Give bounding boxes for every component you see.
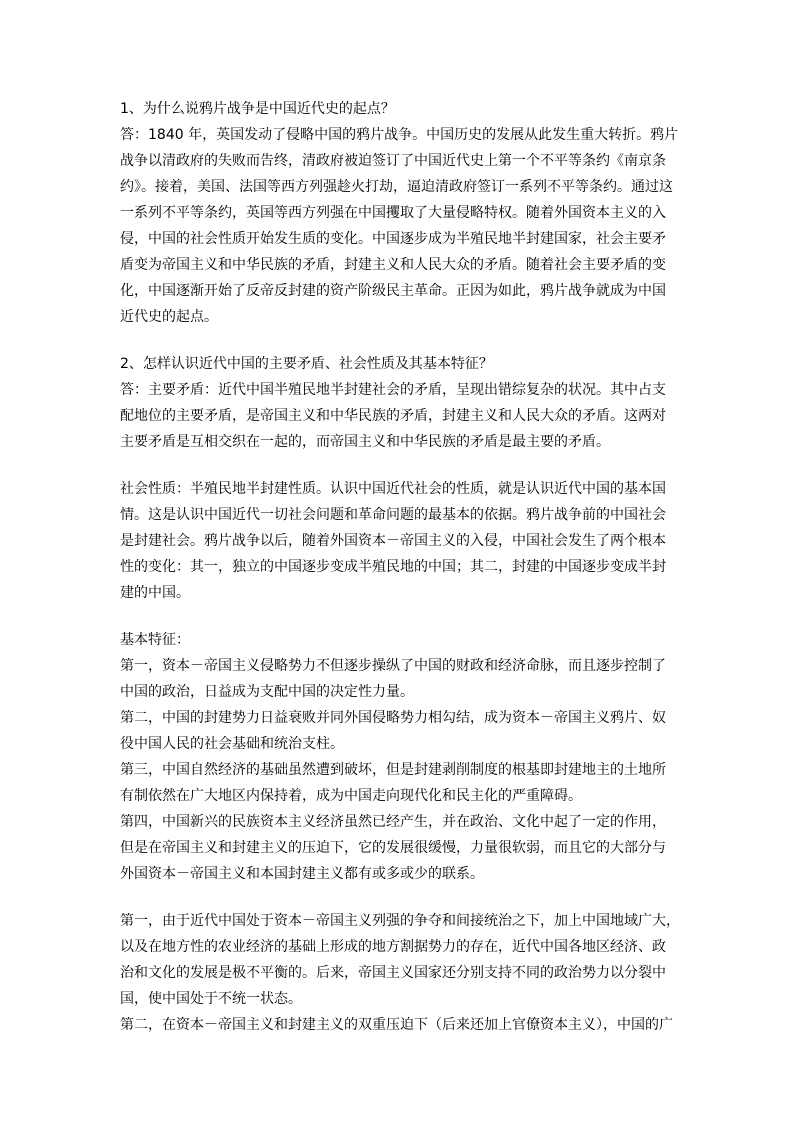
more-line: 治和文化的发展是极不平衡的。后来，帝国主义国家还分别支持不同的政治势力以分裂中 (120, 965, 666, 981)
q2-answer-line: 主要矛盾是互相交织在一起的，而帝国主义和中华民族的矛盾是最主要的矛盾。 (120, 434, 610, 450)
q1-answer-line: 侵，中国的社会性质开始发生质的变化。中国逐步成为半殖民地半封建国家，社会主要矛 (120, 231, 666, 247)
paragraph-gap (120, 606, 685, 627)
q1-answer-line: 近代史的起点。 (120, 309, 218, 325)
feature-line: 第四，中国新兴的民族资本主义经济虽然已经产生，并在政治、文化中起了一定的作用， (120, 814, 666, 830)
question-1-title: 1、为什么说鸦片战争是中国近代史的起点？ (120, 101, 395, 117)
feature-line: 有制依然在广大地区内保持着，成为中国走向现代化和民主化的严重障碍。 (120, 788, 582, 804)
more-line: 第二，在资本－帝国主义和封建主义的双重压迫下（后来还加上官僚资本主义），中国的广 (120, 1017, 673, 1033)
more-line: 国，使中国处于不统一状态。 (120, 991, 302, 1007)
q1-answer-line: 约》。接着，美国、法国等西方列强趁火打劫，逼迫清政府签订一系列不平等条约。通过这 (120, 179, 673, 195)
feature-line: 外国资本－帝国主义和本国封建主义都有或多或少的联系。 (120, 866, 484, 882)
q2-nature-line: 是封建社会。鸦片战争以后，随着外国资本－帝国主义的入侵，中国社会发生了两个根本 (120, 533, 666, 549)
paragraph-gap (120, 455, 685, 476)
q1-answer-line: 化，中国逐渐开始了反帝反封建的资产阶级民主革命。正因为如此，鸦片战争就成为中国 (120, 283, 666, 299)
features-heading: 基本特征： (120, 632, 190, 648)
q1-answer-line: 答：1840 年，英国发动了侵略中国的鸦片战争。中国历史的发展从此发生重大转折。鸦片 (120, 127, 679, 143)
feature-line: 第三，中国自然经济的基础虽然遭到破坏，但是封建剥削制度的根基即封建地主的土地所 (120, 762, 666, 778)
q2-nature-line: 社会性质：半殖民地半封建性质。认识中国近代社会的性质，就是认识近代中国的基本国 (120, 481, 666, 497)
paragraph-gap (120, 887, 685, 908)
q2-nature-line: 建的中国。 (120, 585, 190, 601)
more-line: 第一，由于近代中国处于资本－帝国主义列强的争夺和间接统治之下，加上中国地域广大， (120, 913, 680, 929)
feature-line: 但是在帝国主义和封建主义的压迫下，它的发展很缓慢，力量很软弱，而且它的大部分与 (120, 840, 666, 856)
q1-answer-line: 战争以清政府的失败而告终，清政府被迫签订了中国近代史上第一个不平等条约《南京条 (120, 153, 666, 169)
q2-nature-line: 情。这是认识中国近代一切社会问题和革命问题的最基本的依据。鸦片战争前的中国社会 (120, 507, 666, 523)
q1-answer-line: 盾变为帝国主义和中华民族的矛盾，封建主义和人民大众的矛盾。随着社会主要矛盾的变 (120, 257, 666, 273)
paragraph-gap (120, 330, 685, 351)
feature-line: 中国的政治，日益成为支配中国的决定性力量。 (120, 684, 414, 700)
q1-answer-line: 一系列不平等条约，英国等西方列强在中国攫取了大量侵略特权。随着外国资本主义的入 (120, 205, 666, 221)
q2-answer-line: 答：主要矛盾：近代中国半殖民地半封建社会的矛盾，呈现出错综复杂的状况。其中占支 (120, 382, 666, 398)
feature-line: 第二，中国的封建势力日益衰败并同外国侵略势力相勾结，成为资本－帝国主义鸦片、奴 (120, 710, 666, 726)
document-page (120, 96, 685, 1038)
q2-answer-line: 配地位的主要矛盾，是帝国主义和中华民族的矛盾，封建主义和人民大众的矛盾。这两对 (120, 408, 666, 424)
more-line: 以及在地方性的农业经济的基础上形成的地方割据势力的存在，近代中国各地区经济、政 (120, 939, 666, 955)
feature-line: 役中国人民的社会基础和统治支柱。 (120, 736, 344, 752)
question-2-title: 2、怎样认识近代中国的主要矛盾、社会性质及其基本特征？ (120, 356, 493, 372)
q2-nature-line: 性的变化：其一，独立的中国逐步变成半殖民地的中国；其二，封建的中国逐步变成半封 (120, 559, 666, 575)
feature-line: 第一，资本－帝国主义侵略势力不但逐步操纵了中国的财政和经济命脉，而且逐步控制了 (120, 658, 666, 674)
